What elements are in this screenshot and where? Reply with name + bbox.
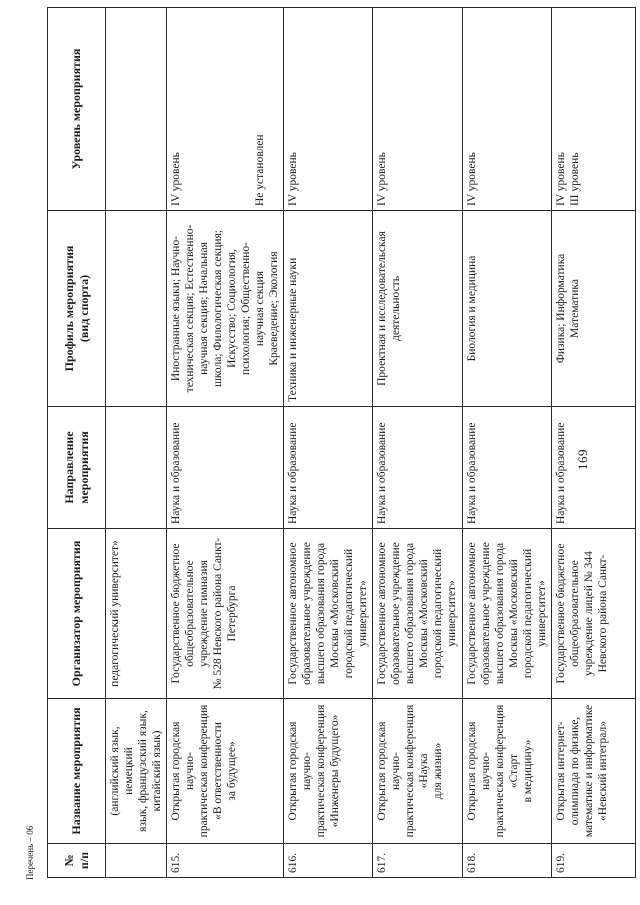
table-row	[167, 8, 284, 878]
cell-num: 617.	[373, 844, 463, 878]
cell-organizer: Государственное бюджетное общеобразовательное учреждение лицей № 344 Невского района Санкт-	[552, 529, 636, 699]
cell-name: Открытая городская научно- практическая конференция «Старт в медицину»	[463, 699, 552, 844]
cell-num: 619.	[552, 844, 636, 878]
table-header-row	[48, 8, 106, 878]
cell-level: IV уровень	[463, 8, 552, 211]
table-row	[463, 8, 552, 878]
header-profile: Профиль мероприятия (вид спорта)	[48, 211, 106, 407]
table-row	[284, 8, 373, 878]
cell-profile: Биология и медицина	[463, 211, 552, 407]
footer-note: Перечень – 06	[25, 825, 35, 880]
header-level: Уровень мероприятия	[48, 8, 106, 211]
cell-num: 615.	[167, 844, 284, 878]
cell-level: IV уровень	[284, 8, 373, 211]
cell-direction: Наука и образование	[463, 407, 552, 529]
header-name: Название мероприятия	[48, 699, 106, 844]
cell-level	[106, 8, 167, 211]
cell-organizer: Государственное автономное образовательное учреждение высшего образования города Москвы «Московский городской педагогический университет»	[373, 529, 463, 699]
cell-level: IV уровень Не установлен	[167, 8, 284, 211]
cell-organizer: Государственное автономное образовательное учреждение высшего образования города Москвы «Московский городской педагогический университет»	[463, 529, 552, 699]
cell-level: IV уровень	[373, 8, 463, 211]
cell-num: 618.	[463, 844, 552, 878]
header-direction: Направление мероприятия	[48, 407, 106, 529]
cell-level: IV уровень III уровень	[552, 8, 636, 211]
table-row-continuation	[106, 8, 167, 878]
cell-direction: Наука и образование	[552, 407, 636, 529]
header-organizer: Организатор мероприятия	[48, 529, 106, 699]
cell-direction: Наука и образование	[167, 407, 284, 529]
cell-profile: Иностранные языки; Научно- техническая секция; Естественно- научная секция; Начальная школа; Филологическая секция; Искусство; Социология, психология; Общественно- научная секция Краеведение; Экология	[167, 211, 284, 407]
cell-name: Открытая городская научно- практическая конференция «В ответственности за будущее»	[167, 699, 284, 844]
cell-organizer: Государственное бюджетное общеобразовательное учреждение гимназия № 528 Невского района Санкт- Петербурга	[167, 529, 284, 699]
cell-profile	[106, 211, 167, 407]
cell-num: 616.	[284, 844, 373, 878]
cell-name: Открытая городская научно- практическая конференция «Наука для жизни»	[373, 699, 463, 844]
cell-direction: Наука и образование	[373, 407, 463, 529]
page-number: 169	[575, 449, 590, 470]
cell-num	[106, 844, 167, 878]
cell-direction	[106, 407, 167, 529]
cell-profile: Физика; Информатика Математика	[552, 211, 636, 407]
rotated-table-sheet	[47, 8, 610, 878]
header-num: № п/п	[48, 844, 106, 878]
cell-organizer: педагогический университет»	[106, 529, 167, 699]
cell-profile: Проектная и исследовательская деятельность	[373, 211, 463, 407]
cell-direction: Наука и образование	[284, 407, 373, 529]
events-table	[47, 7, 636, 878]
table-row	[552, 8, 636, 878]
cell-organizer: Государственное автономное образовательное учреждение высшего образования города Москвы «Московский городской педагогический университет»	[284, 529, 373, 699]
cell-name: (английский язык, немецкий язык, французский язык, китайский язык)	[106, 699, 167, 844]
cell-profile: Техника и инженерные науки	[284, 211, 373, 407]
cell-name: Открытая городская научно- практическая конференция «Инженеры будущего»	[284, 699, 373, 844]
cell-name: Открытая интернет- олимпиада по физике, математике и информатике «Невский интеграл»	[552, 699, 636, 844]
table-row	[373, 8, 463, 878]
